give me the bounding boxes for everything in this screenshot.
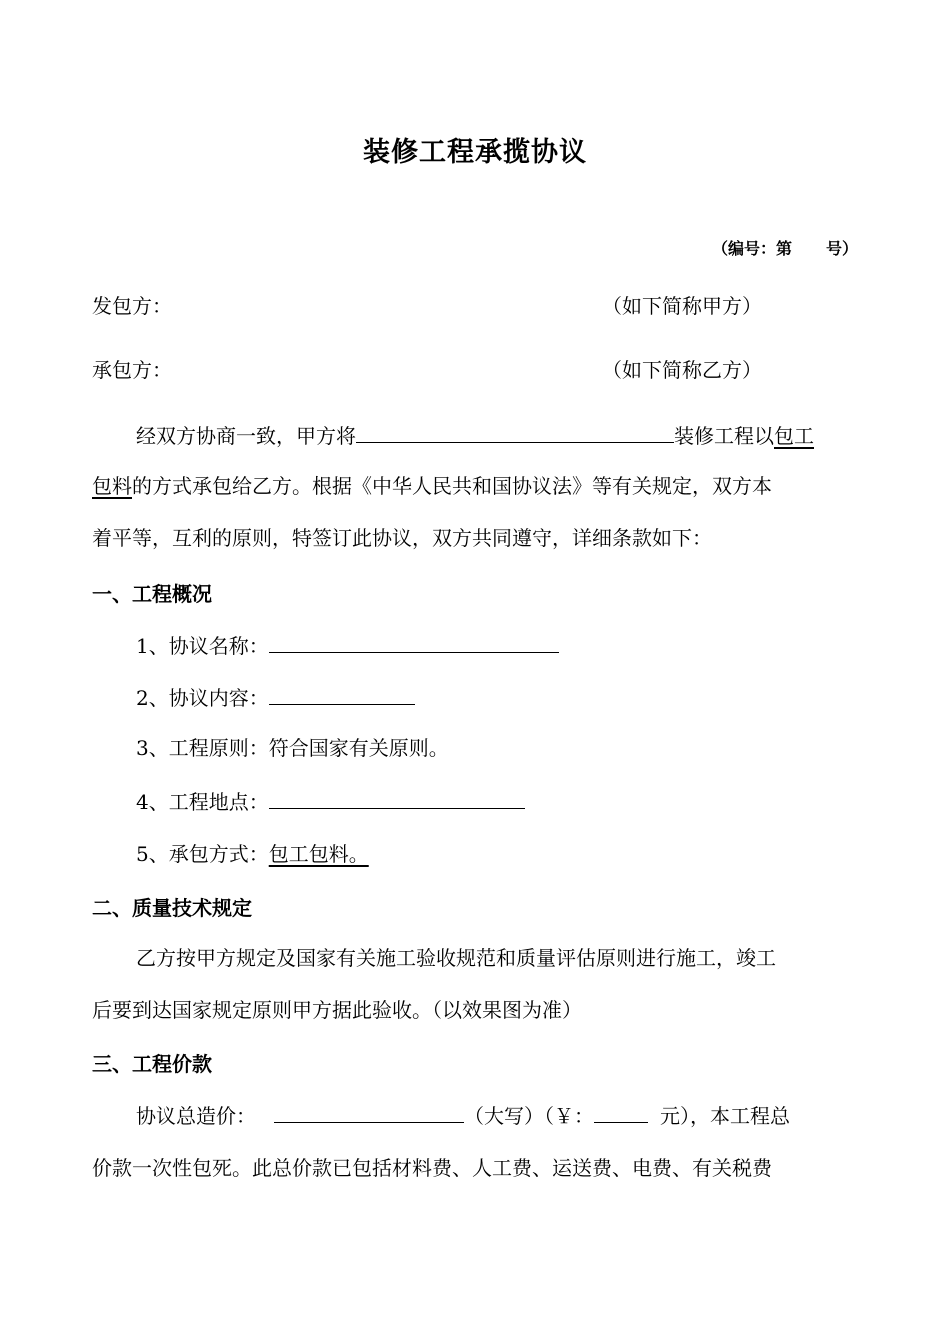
- section-2-heading: 二、质量技术规定: [92, 896, 252, 920]
- item-4-label: 4、工程地点：: [136, 790, 269, 814]
- document-title: 装修工程承揽协议: [363, 137, 587, 168]
- item-5-label: 5、承包方式：: [136, 842, 269, 866]
- intro-line-3: 着平等，互利的原则，特签订此协议，双方共同遵守，详细条款如下：: [92, 526, 712, 550]
- price-unit: 元），本工程总: [660, 1104, 790, 1128]
- section-1-item-3: 3、工程原则：符合国家有关原则。: [136, 736, 449, 760]
- contractor-note: （如下简称乙方）: [602, 358, 762, 382]
- contract-content-blank: [269, 682, 415, 705]
- employer-note: （如下简称甲方）: [602, 294, 762, 318]
- intro-underlined-1: 包工: [774, 424, 814, 448]
- item-5-value: 包工包料。: [268, 842, 369, 866]
- price-upper-label: （大写）（￥：: [464, 1104, 594, 1128]
- serial-prefix: （编号：第: [711, 239, 792, 258]
- section-1-item-5: [136, 840, 369, 868]
- price-label: 协议总造价：: [136, 1104, 256, 1128]
- contract-name-blank: [269, 630, 559, 653]
- price-number-blank: [594, 1100, 648, 1123]
- intro-line-2: [92, 472, 772, 500]
- intro-part-1: 经双方协商一致，甲方将: [136, 424, 356, 448]
- intro-part-3: 的方式承包给乙方。根据《中华人民共和国协议法》等有关规定，双方本: [132, 474, 772, 498]
- intro-underlined-2: 包料: [92, 474, 132, 498]
- price-uppercase-blank: [274, 1100, 464, 1123]
- contractor-label: 承包方：: [92, 358, 172, 382]
- section-1-heading: 一、工程概况: [92, 582, 212, 606]
- serial-suffix: 号）: [825, 239, 858, 258]
- section-3-price-line: [136, 1100, 790, 1130]
- section-1-item-1: [136, 630, 559, 660]
- project-name-blank: [356, 420, 674, 443]
- section-3-line-2: 价款一次性包死。此总价款已包括材料费、人工费、运送费、电费、有关税费: [92, 1156, 772, 1180]
- section-2-line-2: 后要到达国家规定原则甲方据此验收。（以效果图为准）: [92, 998, 582, 1022]
- section-1-item-4: [136, 786, 525, 816]
- item-1-label: 1、协议名称：: [136, 634, 269, 658]
- intro-line-1: [136, 420, 814, 450]
- section-1-item-2: [136, 682, 415, 712]
- intro-part-2: 装修工程以: [674, 424, 774, 448]
- employer-label: 发包方：: [92, 294, 172, 318]
- project-location-blank: [269, 786, 525, 809]
- section-2-line-1: 乙方按甲方规定及国家有关施工验收规范和质量评估原则进行施工，竣工: [136, 946, 776, 970]
- section-3-heading: 三、工程价款: [92, 1052, 212, 1076]
- item-2-label: 2、协议内容：: [136, 686, 269, 710]
- serial-number: [712, 236, 858, 259]
